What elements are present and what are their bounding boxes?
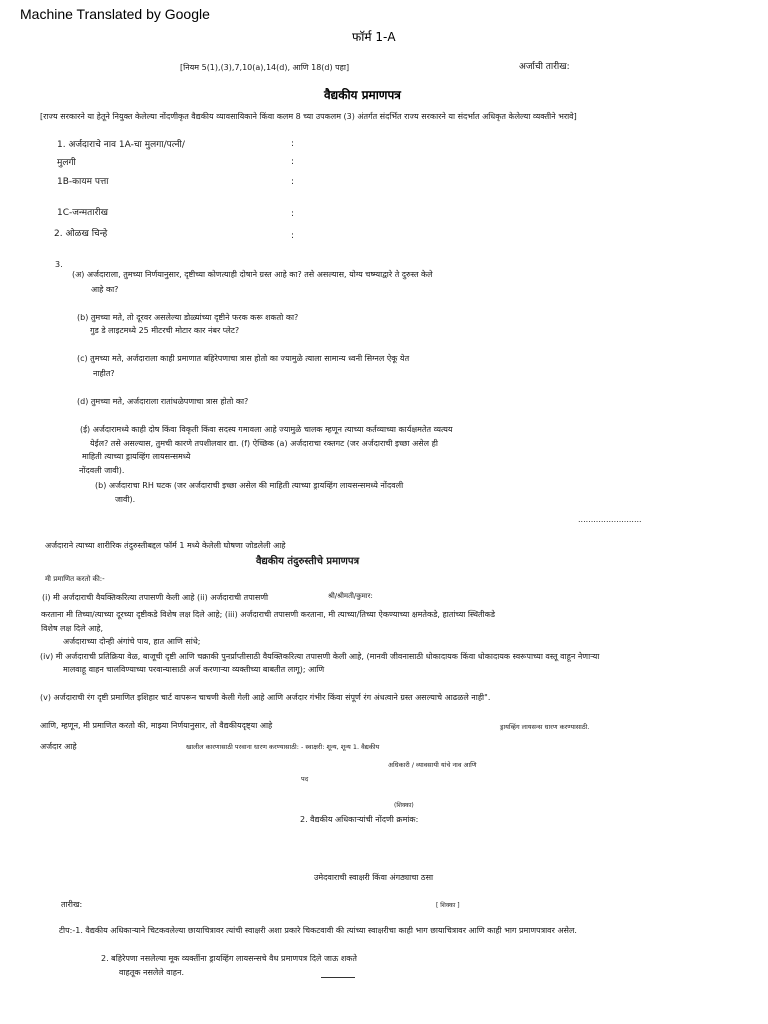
seal-label: (शिक्का)	[394, 802, 414, 809]
machine-translated-banner: Machine Translated by Google	[20, 6, 210, 22]
field-colon: :	[291, 139, 295, 149]
signature-dots: .........................	[578, 515, 642, 524]
cert-item-iv: (iv) मी अर्जदाराची प्रतिक्रिया वेळ, बाजूची दृष्टी आणि चक्राकी पुनर्प्राप्तीसाठी वैयक्तिकरित्या तपासणी केली आहे, (मानवी जीवनासाठी धोकादायक किंवा धोकादायक स्वरूपाच्या वस्तू वाहून नेणाऱ्या	[40, 652, 600, 661]
certify-lead: मी प्रमाणित करतो की:-	[45, 575, 105, 583]
cert-item-iii-cont: अर्जदाराच्या दोन्ही अंगांचे पाय, हात आणि सांधे;	[63, 637, 201, 646]
fitness-certificate-title: वैद्यकीय तंदुरुस्तीचे प्रमाणपत्र	[256, 556, 360, 567]
note-2: 2. बहिरेपणा नसलेल्या मूक व्यक्तींना ड्रायव्हिंग लायसन्सचे वैध प्रमाणपत्र दिले जाऊ शकते	[101, 954, 357, 963]
question-3e-cont3: नोंदवली जावी).	[79, 466, 125, 475]
question-3a: (अ) अर्जदाराला, तुमच्या निर्णयानुसार, दृष्टीच्या कोणत्याही दोषाने ग्रस्त आहे का? तसे असल्यास, योग्य चष्म्याद्वारे ते दुरुस्त केले	[72, 270, 433, 279]
field-applicant-name: 1. अर्जदाराचे नाव 1A-चा मुलगा/पत्नी/	[57, 140, 185, 150]
cert-item-ii: करताना मी तिच्या/त्याच्या दूरच्या दृष्टीकडे विशेष लक्ष दिले आहे; (iii) अर्जदाराची तपासणी करताना, मी त्याच्या/तिच्या ऐकण्याच्या क्षमतेकडे, हातांच्या स्थितीकडे	[41, 610, 496, 619]
question-3e-cont: येईल? तसे असल्यास, तुमची कारणे तपशीलवार द्या. (f) ऐच्छिक (a) अर्जदाराचा रक्तगट (जर अर्जदाराची इच्छा असेल ही	[90, 439, 438, 448]
question-3-number: 3.	[55, 260, 63, 269]
field-colon: :	[291, 177, 295, 187]
field-colon: :	[291, 209, 295, 219]
cert-item-i: (i) मी अर्जदाराची वैयक्तिकरित्या तपासणी केली आहे (ii) अर्जदाराची तपासणी	[42, 593, 269, 602]
cert-item-iv-cont: मालवाहू वाहन चालविण्याच्या परवान्यासाठी अर्ज करणाऱ्या व्यक्तीच्या बाबतीत लागू); आणि	[63, 665, 325, 674]
cert-item-ii-cont: विशेष लक्ष दिले आहे,	[41, 624, 104, 633]
field-date-of-birth: 1C-जन्मतारीख	[57, 208, 109, 218]
field-permanent-address: 1B-कायम पत्ता	[57, 177, 109, 187]
applicant-is: अर्जदार आहे	[40, 742, 77, 751]
form-title: फॉर्म 1-A	[352, 30, 396, 44]
question-3d: (d) तुमच्या मते, अर्जदाराला रातांधळेपणाचा त्रास होतो का?	[77, 397, 249, 406]
question-3b-cont: गुड डे लाइटमध्ये 25 मीटरची मोटार कार नंबर प्लेट?	[90, 326, 240, 335]
field-colon: :	[291, 231, 295, 241]
declaration-note: अर्जदाराने त्याच्या शारीरिक तंदुरुस्तीबद्दल फॉर्म 1 मध्ये केलेली घोषणा जोडलेली आहे	[45, 541, 286, 550]
question-3f-b-cont: जावी).	[115, 495, 136, 504]
incapable-reason: खालील कारणासाठी परवाना धारण करण्यासाठी: - स्वाक्षरी: शून्य, शून्य 1. वैद्यकीय	[186, 743, 380, 751]
cert-item-i-name: श्री/श्रीमती/कुमार:	[328, 592, 373, 600]
application-date-label: अर्जाची तारीख:	[519, 62, 570, 72]
note-1: टीप:-1. वैद्यकीय अधिकाऱ्याने चिटकवलेल्या छायाचित्रावर त्यांची स्वाक्षरी अशा प्रकारे चिकटवावी की त्यांच्या स्वाक्षरीचा काही भाग छायाचित्रावर आणि काही भाग प्रमाणपत्रावर असेल.	[59, 926, 577, 935]
conclusion-statement: आणि, म्हणून, मी प्रमाणित करतो की, माझ्या निर्णयानुसार, तो वैद्यकीयदृष्ट्या आहे	[40, 721, 273, 730]
intro-instruction: [राज्य सरकारने या हेतूने नियुक्त केलेल्या नोंदणीकृत वैद्यकीय व्यावसायिकाने किंवा कलम 8 च्या उपकलम (3) अंतर्गत संदर्भित राज्य सरकारने या संदर्भात अधिकृत केलेल्या व्यक्तीने भरावे]	[40, 112, 577, 121]
registration-number-label: 2. वैद्यकीय अधिकाऱ्यांची नोंदणी क्रमांक:	[300, 815, 419, 824]
question-3f-b: (b) अर्जदाराचा RH घटक (जर अर्जदाराची इच्छा असेल की माहिती त्याच्या ड्रायव्हिंग लायसन्समध्ये नोंदवली	[95, 481, 404, 490]
officer-name-label: अधिकारी / व्यावसायी यांचे नाव आणि	[388, 761, 477, 769]
medical-certificate-title: वैद्यकीय प्रमाणपत्र	[324, 88, 401, 102]
question-3e-cont2: माहिती त्याच्या ड्रायव्हिंग लायसन्समध्ये	[82, 452, 191, 461]
seal-label-2: [ शिक्का ]	[436, 902, 460, 909]
candidate-signature-label: उमेदवाराची स्वाक्षरी किंवा अंगठ्याचा ठसा	[314, 873, 434, 882]
conclusion-license: ड्रायव्हिंग लायसन्स धारण करण्यासाठी.	[500, 723, 590, 731]
note-2-cont: वाहतूक नसलेले वाहन.	[119, 968, 185, 977]
question-3b: (b) तुमच्या मते, तो दूरवर असलेल्या डोळ्यांच्या दृष्टीने फरक करू शकतो का?	[77, 313, 299, 322]
rules-reference: [नियम 5(1),(3),7,10(a),14(d), आणि 18(d) पहा]	[180, 63, 350, 72]
date-label: तारीख:	[61, 900, 83, 909]
signature-line	[321, 977, 355, 978]
field-daughter: मुलगी	[57, 158, 76, 168]
question-3e: (ई) अर्जदारामध्ये काही दोष किंवा विकृती किंवा सदस्य गमावला आहे ज्यामुळे चालक म्हणून त्याच्या कर्तव्याच्या कार्यक्षमतेत व्यत्यय	[80, 425, 453, 434]
question-3a-cont: आहे का?	[91, 285, 119, 294]
question-3c: (c) तुमच्या मते, अर्जदाराला काही प्रमाणात बहिरेपणाचा त्रास होतो का ज्यामुळे त्याला सामान्य ध्वनी सिग्नल ऐकू येत	[77, 354, 410, 363]
field-identification-marks: 2. ओळख चिन्हे	[54, 229, 108, 239]
question-3c-cont: नाहीत?	[93, 369, 115, 378]
cert-item-v: (v) अर्जदाराची रंग दृष्टी प्रमाणित इशिहार चार्ट वापरून चाचणी केली गेली आहे आणि अर्जदार गंभीर किंवा संपूर्ण रंग अंधत्वाने ग्रस्त असल्याचे आढळले नाही".	[40, 693, 491, 702]
designation-label: पद	[301, 775, 309, 783]
field-colon: :	[291, 157, 295, 167]
